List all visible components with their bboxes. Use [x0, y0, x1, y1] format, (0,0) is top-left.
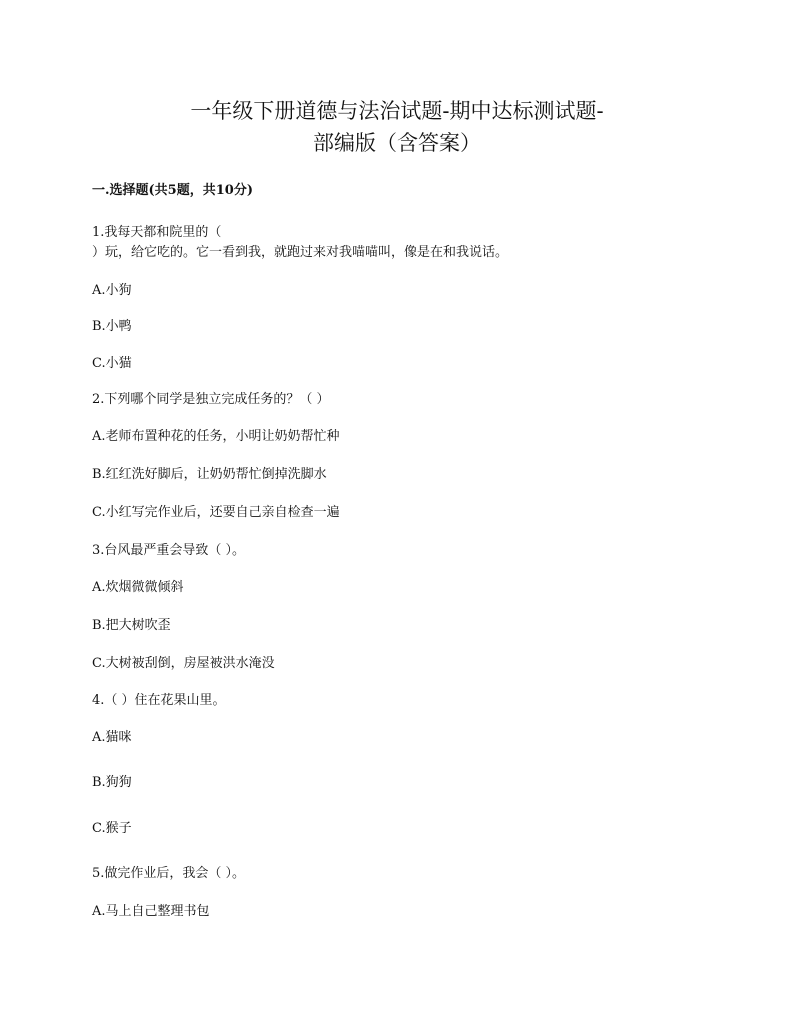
question-4-option-c: C.猴子 — [92, 821, 132, 836]
question-4-option-a: A.猫咪 — [92, 730, 132, 745]
question-2-stem: 2.下列哪个同学是独立完成任务的？（ ） — [92, 392, 330, 407]
question-4-option-b: B.狗狗 — [92, 775, 132, 790]
question-2-option-a: A.老师布置种花的任务，小明让奶奶帮忙种 — [92, 429, 340, 444]
question-1-stem-line-2: ）玩，给它吃的。它一看到我，就跑过来对我喵喵叫，像是在和我说话。 — [92, 245, 509, 260]
question-3-option-b: B.把大树吹歪 — [92, 618, 171, 633]
question-5-stem: 5.做完作业后，我会（ ）。 — [92, 866, 246, 881]
question-1-stem-line-1: 1.我每天都和院里的（ — [92, 225, 222, 240]
question-5-option-a: A.马上自己整理书包 — [92, 904, 210, 919]
question-4-stem: 4.（ ）住在花果山里。 — [92, 693, 226, 708]
question-3-option-a: A.炊烟微微倾斜 — [92, 580, 184, 595]
question-2-option-c: C.小红写完作业后，还要自己亲自检查一遍 — [92, 505, 340, 520]
question-3-stem: 3.台风最严重会导致（ ）。 — [92, 543, 246, 558]
document-title-line-2: 部编版（含答案） — [313, 131, 481, 155]
question-1-option-a: A.小狗 — [92, 283, 132, 298]
question-1-option-c: C.小猫 — [92, 356, 132, 371]
question-3-option-c: C.大树被刮倒，房屋被洪水淹没 — [92, 656, 275, 671]
document-title-line-1: 一年级下册道德与法治试题-期中达标测试题- — [190, 99, 604, 123]
section-heading: 一.选择题(共5题，共10分) — [92, 183, 253, 198]
question-1-option-b: B.小鸭 — [92, 319, 132, 334]
question-2-option-b: B.红红洗好脚后，让奶奶帮忙倒掉洗脚水 — [92, 467, 327, 482]
